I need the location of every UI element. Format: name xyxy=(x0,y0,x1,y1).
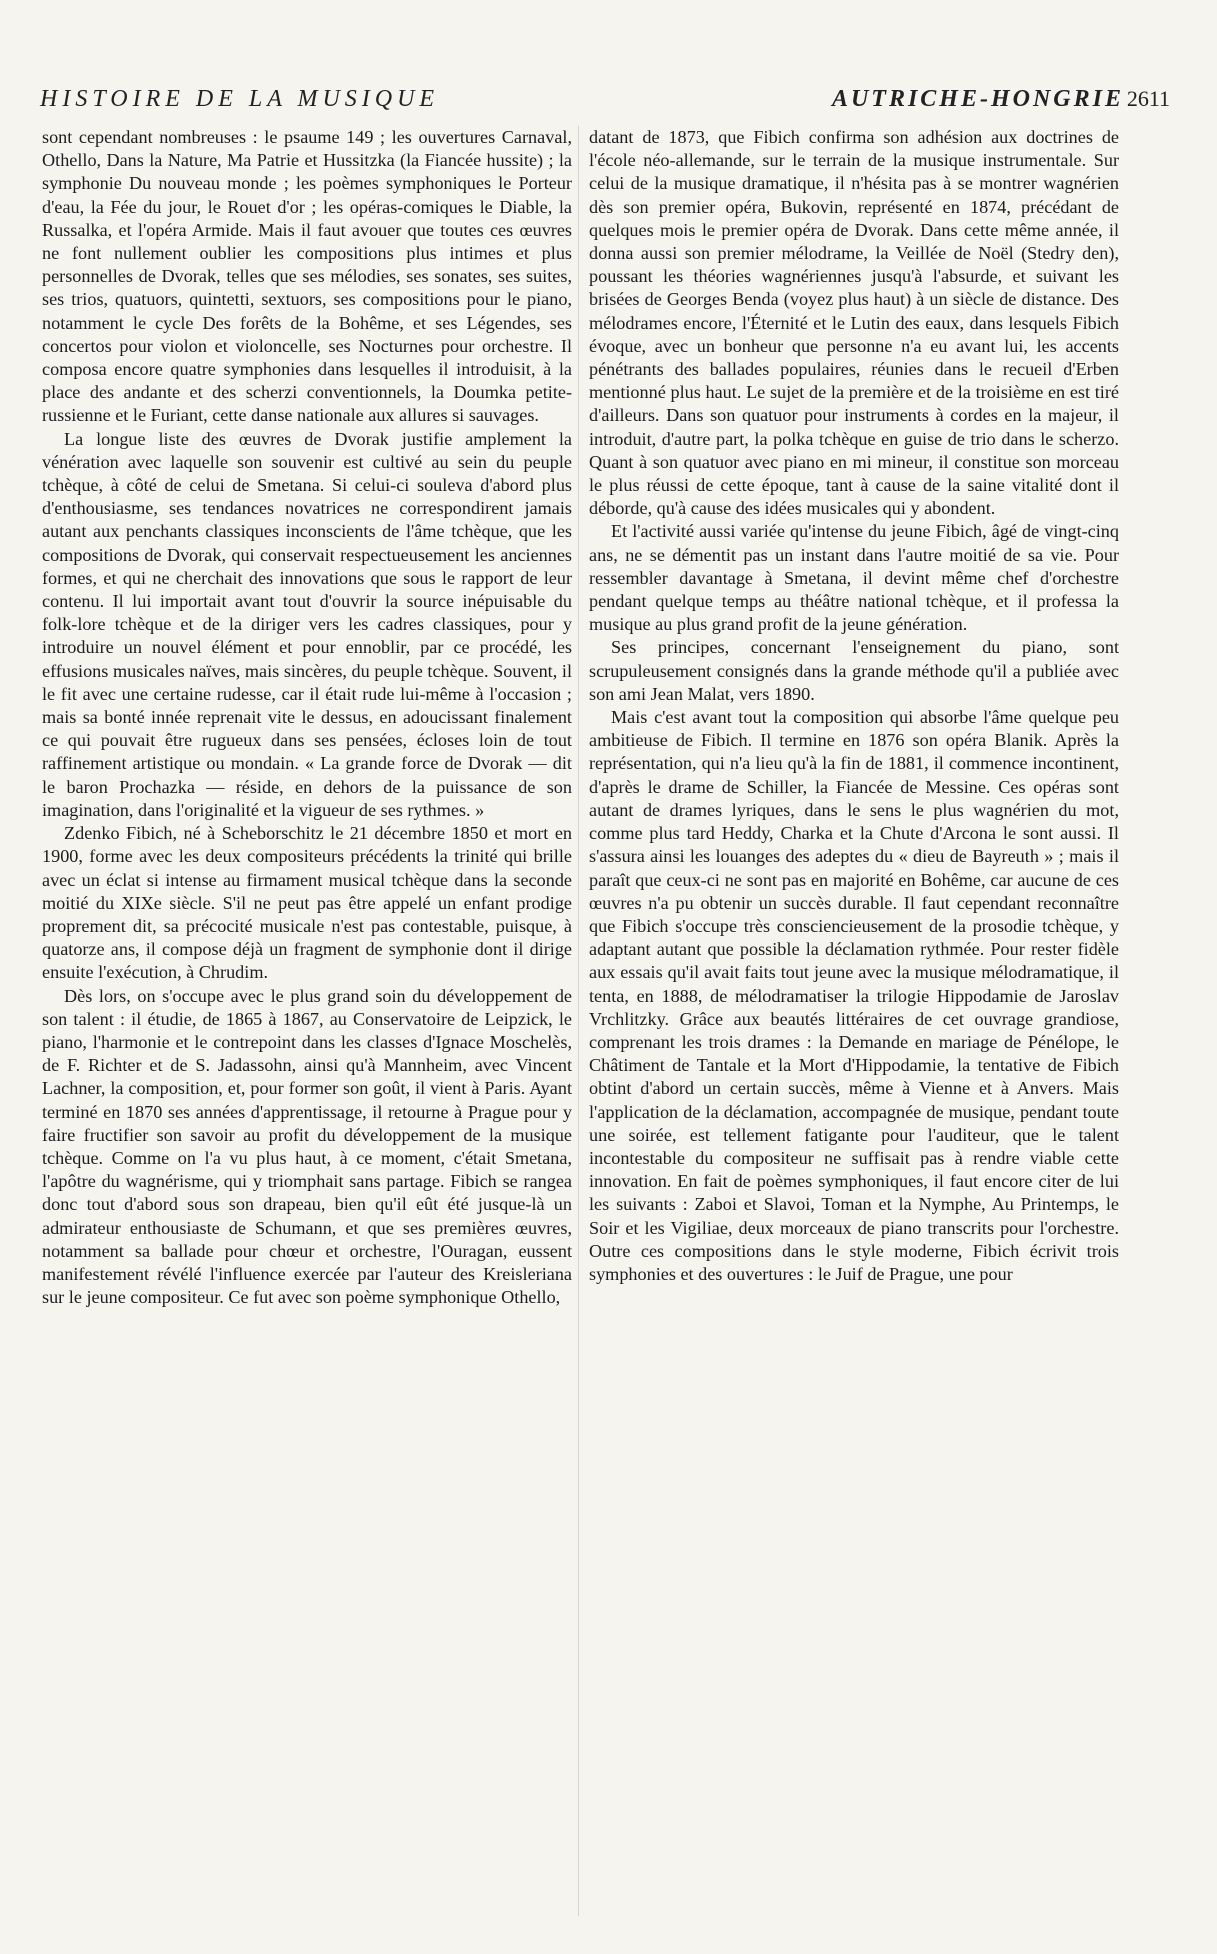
paragraph: Ses principes, concernant l'enseignement du piano, sont scrupuleusement consignés dans la grande méthode qu'il a publiée avec son ami Jean Malat, vers 1890. xyxy=(589,637,1119,704)
page-number: 2611 xyxy=(1126,86,1170,111)
header-left-title: HISTOIRE DE LA MUSIQUE xyxy=(40,86,440,112)
running-header xyxy=(40,86,1170,126)
paragraph: datant de 1873, que Fibich confirma son adhésion aux doctrines de l'école néo-allemande, sur le terrain de la musique instrumentale. Sur celui de la musique dramatique, il n'hésita pas à se montrer wagnérien dès son premier opéra, Bukovin, représenté en 1874, précédant de quelques mois le premier opéra de Dvorak. Dans cette même année, il donna aussi son premier mélodrame, la Veillée de Noël (Stedry den), poussant les théories wagnériennes jusqu'à l'absurde, et suivant les brisées de Georges Benda (voyez plus haut) à un siècle de distance. Des mélodrames encore, l'Éternité et le Lutin des eaux, dans lesquels Fibich évoque, avec un bonheur que personne n'a eu avant lui, les accents pénétrants des ballades populaires, réunies dans le recueil d'Erben mentionné plus haut. Le sujet de la première et de la troisième en est tiré d'ailleurs. Dans son quatuor pour instruments à cordes en la majeur, il introduit, d'autre part, la polka tchèque en guise de trio dans le scherzo. Quant à son quatuor avec piano en mi mineur, il constitue son morceau le plus réussi de cette époque, tant à cause de la saine vitalité dont il déborde, qu'à cause des idées musicales qui y abondent. xyxy=(589,127,1119,519)
right-column xyxy=(589,126,1119,1926)
paragraph: sont cependant nombreuses : le psaume 149 ; les ouvertures Carnaval, Othello, Dans la Nature, Ma Patrie et Hussitzka (la Fiancée hussite) ; la symphonie Du nouveau monde ; les poèmes symphoniques le Porteur d'eau, la Fée du jour, le Rouet d'or ; les opéras-comiques le Diable, la Russalka, et l'opéra Armide. Mais il faut avouer que toutes ces œuvres ne font nullement oublier les compositions plus intimes et plus personnelles de Dvorak, telles que ses mélodies, ses sonates, ses suites, ses trios, quatuors, quintetti, sextuors, ses compositions pour le piano, notamment le cycle Des forêts de la Bohême, et ses Légendes, ses concertos pour violon et violoncelle, ses Nocturnes pour orchestre. Il composa encore quatre symphonies dans lesquelles il introduisit, à la place des andante et des scherzi conventionnels, la Doumka petite-russienne et le Furiant, cette danse nationale aux allures si sauvages. xyxy=(42,127,572,426)
left-column xyxy=(42,126,572,1926)
column-divider xyxy=(578,126,579,1916)
paragraph: Dès lors, on s'occupe avec le plus grand soin du développement de son talent : il étudie, de 1865 à 1867, au Conservatoire de Leipzick, le piano, l'harmonie et le contrepoint dans les classes d'Ignace Moschelès, de F. Richter et de S. Jadassohn, ainsi qu'à Mannheim, avec Vincent Lachner, la composition, et, pour former son goût, il vient à Paris. Ayant terminé en 1870 ses années d'apprentissage, il retourne à Prague pour y faire fructifier son savoir au profit du développement de la musique tchèque. Comme on l'a vu plus haut, à ce moment, c'était Smetana, l'apôtre du wagnérisme, qui y triomphait sans partage. Fibich se rangea donc tout d'abord sous son drapeau, bien qu'il eût été jusque-là un admirateur enthousiaste de Schumann, et que ses premières œuvres, notamment sa ballade pour chœur et orchestre, l'Ouragan, eussent manifestement révélé l'influence exercée par l'auteur des Kreisleriana sur le jeune compositeur. Ce fut avec son poème symphonique Othello, xyxy=(42,985,572,1308)
paragraph: La longue liste des œuvres de Dvorak justifie amplement la vénération avec laquelle son souvenir est cultivé au sein du peuple tchèque, à côté de celui de Smetana. Si celui-ci souleva d'abord plus d'enthousiasme, ses tendances novatrices ne correspondirent jamais autant aux penchants classiques inconscients de l'âme tchèque, que les compositions de Dvorak, qui conservait respectueusement les anciennes formes, et qui ne cherchait des innovations que sous le rapport de leur contenu. Il lui importait avant tout d'ouvrir la source inépuisable du folk-lore tchèque et de la diriger vers les cadres classiques, pour y introduire un nouvel élément et pour ennoblir, par ce procédé, les effusions musicales naïves, mais sincères, du peuple tchèque. Souvent, il le fit avec une certaine rudesse, car il était rude lui-même à l'occasion ; mais sa bonté innée reprenait vite le dessus, en adoucissant finalement ce qui pouvait être rugueux dans ses pensées, écloses loin de tout raffinement artistique ou mondain. « La grande force de Dvorak — dit le baron Prochazka — réside, en dehors de la puissance de son imagination, dans l'originalité et la vigueur de ses rythmes. » xyxy=(42,428,572,820)
header-right-title: AUTRICHE-HONGRIE xyxy=(831,86,1124,112)
paragraph: Zdenko Fibich, né à Scheborschitz le 21 décembre 1850 et mort en 1900, forme avec les deux compositeurs précédents la trinité qui brille avec un éclat si intense au firmament musical tchèque dans la seconde moitié du XIXe siècle. S'il ne peut pas être appelé un enfant prodige proprement dit, sa précocité musicale n'est pas contestable, puisque, à quatorze ans, il compose déjà un fragment de symphonie dont il dirige ensuite l'exécution, à Chrudim. xyxy=(42,823,572,983)
paragraph: Mais c'est avant tout la composition qui absorbe l'âme quelque peu ambitieuse de Fibich. Il termine en 1876 son opéra Blanik. Après la représentation, qui n'a lieu qu'à la fin de 1881, il commence incontinent, d'après le drame de Schiller, la Fiancée de Messine. Ces opéras sont autant de drames lyriques, dans le sens le plus wagnérien du mot, comme plus tard Heddy, Charka et la Chute d'Arcona le sont aussi. Il s'assura ainsi les louanges des adeptes du « dieu de Bayreuth » ; mais il paraît que ceux-ci ne sont pas en majorité en Bohême, car aucune de ces œuvres n'a pu obtenir un succès durable. Il faut cependant reconnaître que Fibich s'occupe très consciencieusement de la prosodie tchèque, y adaptant autant que possible la déclamation rythmée. Pour rester fidèle aux essais qu'il avait faits tout jeune avec la musique mélodramatique, il tenta, en 1888, de mélodramatiser la trilogie Hippodamie de Jaroslav Vrchlitzky. Grâce aux beautés littéraires de cet ouvrage grandiose, comprenant les trois drames : la Demande en mariage de Pénélope, le Châtiment de Tantale et la Mort d'Hippodamie, la tentative de Fibich obtint d'abord un certain succès, même à Vienne et à Anvers. Mais l'application de la déclamation, accompagnée de musique, pendant toute une soirée, est tellement fatigante pour l'auditeur, que le talent incontestable du compositeur ne suffisait pas à rendre viable cette innovation. En fait de poèmes symphoniques, il faut encore citer de lui les suivants : Zaboi et Slavoi, Toman et la Nymphe, Au Printemps, le Soir et les Vigiliae, deux morceaux de piano transcrits pour l'orchestre. Outre ces compositions dans le style moderne, Fibich écrivit trois symphonies et des ouvertures : le Juif de Prague, une pour xyxy=(589,707,1119,1284)
paragraph: Et l'activité aussi variée qu'intense du jeune Fibich, âgé de vingt-cinq ans, ne se démentit pas un instant dans l'autre moitié de sa vie. Pour ressembler davantage à Smetana, il devint même chef d'orchestre pendant quelque temps au théâtre national tchèque, et il professa la musique au plus grand profit de la jeune génération. xyxy=(589,521,1119,635)
